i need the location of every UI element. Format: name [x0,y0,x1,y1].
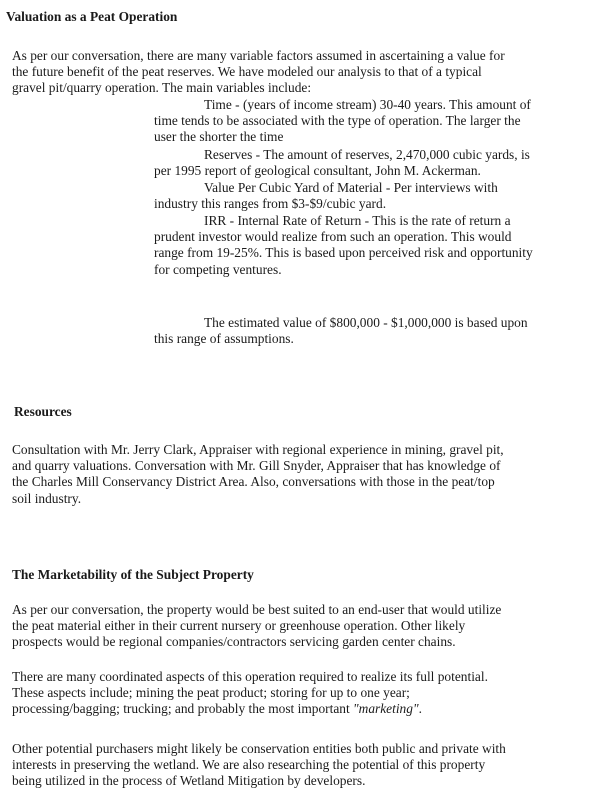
valuation-heading: Valuation as a Peat Operation [6,9,178,24]
text-line: Value Per Cubic Yard of Material - Per interviews with [204,180,498,195]
text-line: Reserves - The amount of reserves, 2,470,000 cubic yards, is [204,147,530,162]
text-line: user the shorter the time [154,129,284,145]
resources-paragraph [12,442,504,507]
text-line: the future benefit of the peat reserves. We have modeled our analysis to that of a typical [12,64,482,80]
valuation-intro-paragraph [12,48,505,97]
text-line: this range of assumptions. [154,331,294,347]
marketability-heading: The Marketability of the Subject Property [12,567,254,582]
text-line: There are many coordinated aspects of this operation required to realize its full potential. [12,669,488,684]
marketability-paragraph-3 [12,741,506,790]
text-line: prospects would be regional companies/contractors servicing garden center chains. [12,634,456,650]
text-line: Consultation with Mr. Jerry Clark, Appraiser with regional experience in mining, gravel pit, [12,442,504,457]
text-line: As per our conversation, there are many variable factors assumed in ascertaining a value for [12,48,505,63]
resources-heading: Resources [14,404,72,419]
text-line: industry this ranges from $3-$9/cubic yard. [154,196,387,212]
text-line [12,701,488,717]
text-line: the Charles Mill Conservancy District Area. Also, conversations with those in the peat/top [12,474,495,490]
text-line: range from 19-25%. This is based upon perceived risk and opportunity [154,245,533,261]
text-segment: processing/bagging; trucking; and probably the most important [12,701,354,717]
text-line: the peat material either in their current nursery or greenhouse operation. Other likely [12,618,466,634]
text-line: per 1995 report of geological consultant, John M. Ackerman. [154,163,481,179]
text-line: for competing ventures. [154,261,282,277]
text-line: and quarry valuations. Conversation with Mr. Gill Snyder, Appraiser that has knowledge of [12,458,501,474]
text-line: These aspects include; mining the peat product; storing for up to one year; [12,685,410,701]
text-line: IRR - Internal Rate of Return - This is the rate of return a [204,213,511,228]
text-line: soil industry. [12,490,82,506]
text-line: As per our conversation, the property would be best suited to an end-user that would utilize [12,602,502,617]
text-line: gravel pit/quarry operation. The main variables include: [12,80,312,96]
text-line: interests in preserving the wetland. We are also researching the potential of this property [12,757,486,773]
marketing-emphasis: "marketing" [353,701,419,717]
marketability-paragraph-1 [12,602,501,651]
estimated-value-paragraph [154,315,528,347]
value-per-yard-paragraph [154,180,498,212]
text-line: Other potential purchasers might likely be conservation entities both public and private with [12,741,506,756]
text-line: The estimated value of $800,000 - $1,000,000 is based upon [204,315,528,330]
reserves-variable-paragraph [154,147,530,179]
time-variable-paragraph [154,97,531,146]
irr-variable-paragraph [154,213,533,278]
text-line: Time - (years of income stream) 30-40 years. This amount of [204,97,531,112]
text-line: prudent investor would realize from such an operation. This would [154,229,512,245]
text-segment: . [418,701,422,717]
text-line: time tends to be associated with the type of operation. The larger the [154,113,521,129]
text-line: being utilized in the process of Wetland Mitigation by developers. [12,773,366,789]
marketability-paragraph-2 [12,669,488,718]
